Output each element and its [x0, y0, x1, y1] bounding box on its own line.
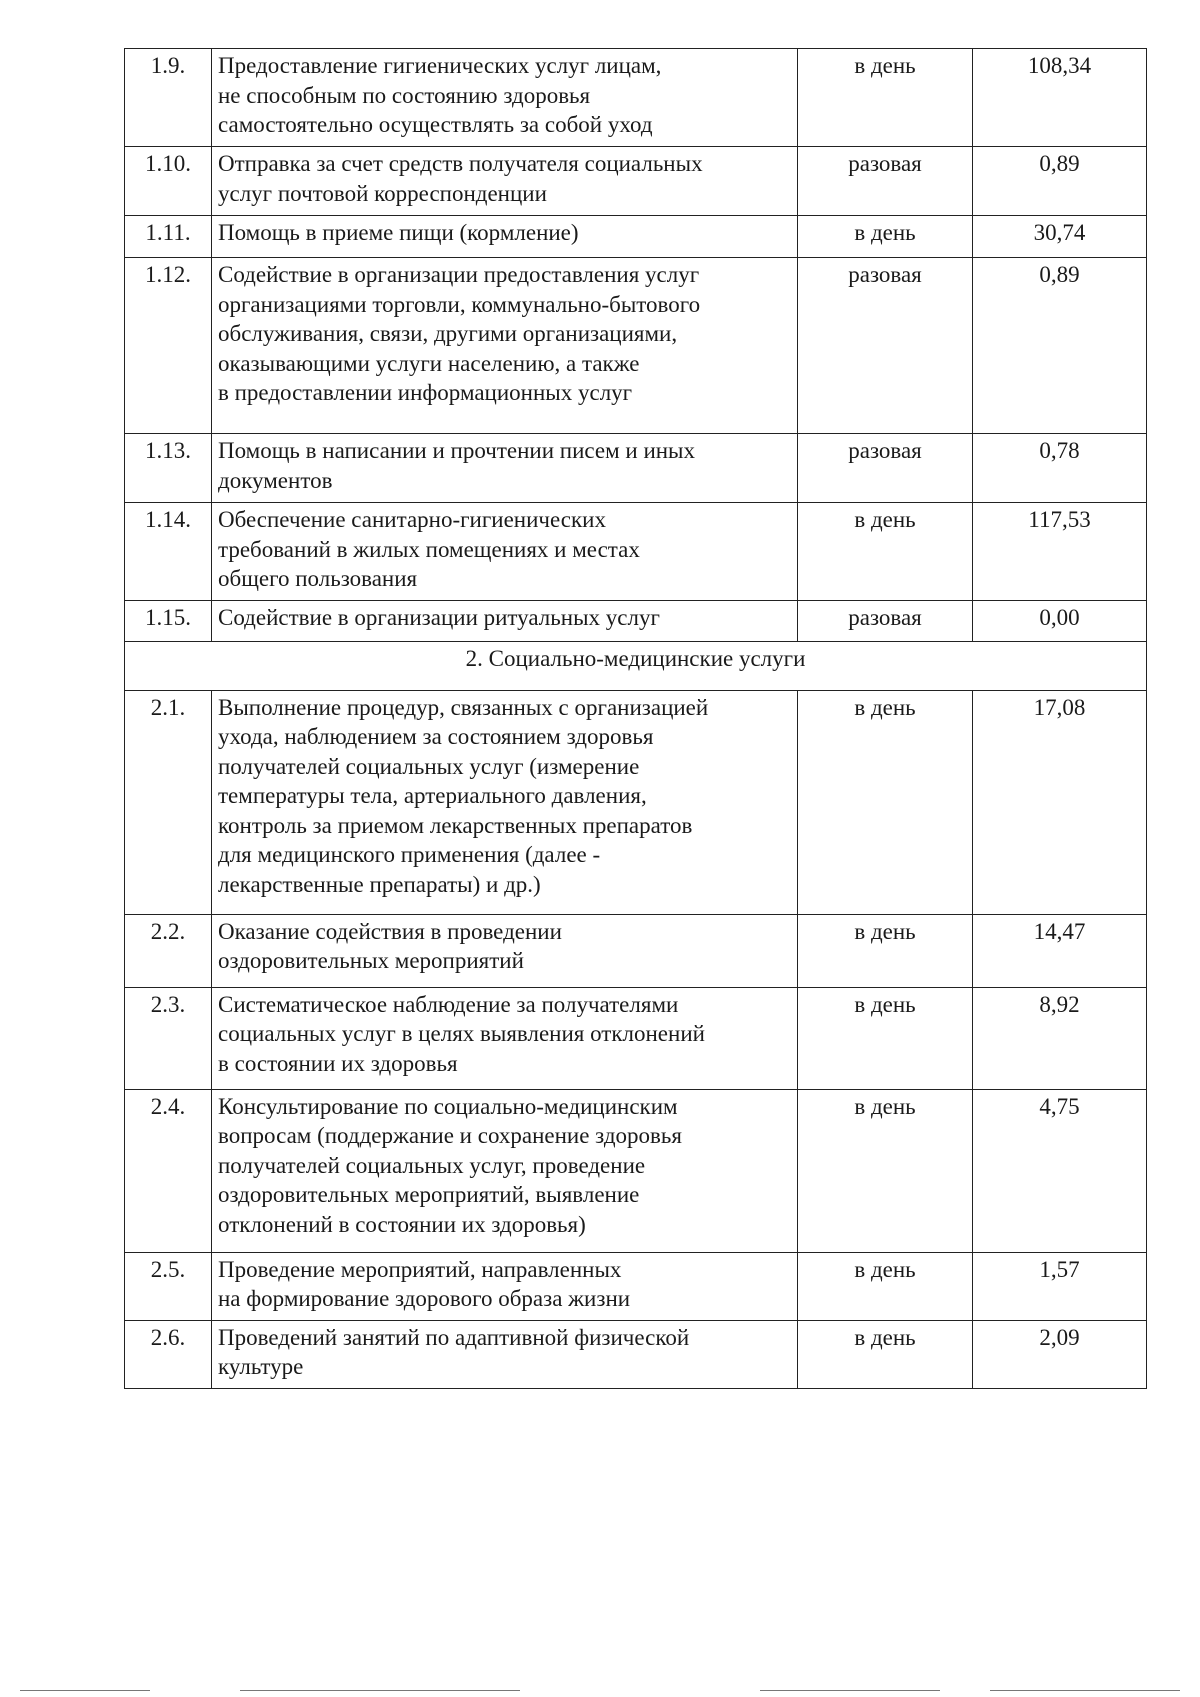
service-price: 0,89	[973, 147, 1147, 216]
service-name: Отправка за счет средств получателя социальных услуг почтовой корреспонденции	[212, 147, 798, 216]
service-price: 0,89	[973, 258, 1147, 434]
service-price: 1,57	[973, 1252, 1147, 1320]
service-unit: в день	[798, 1089, 973, 1252]
service-unit: в день	[798, 1320, 973, 1388]
service-unit: в день	[798, 503, 973, 601]
service-name: Обеспечение санитарно-гигиенических требований в жилых помещениях и местах общего пользования	[212, 503, 798, 601]
service-price: 0,00	[973, 600, 1147, 641]
service-unit: в день	[798, 690, 973, 914]
row-number: 2.4.	[125, 1089, 212, 1252]
row-number: 1.15.	[125, 600, 212, 641]
service-price: 14,47	[973, 914, 1147, 987]
service-unit: в день	[798, 914, 973, 987]
table-row	[125, 147, 1147, 216]
service-unit: разовая	[798, 147, 973, 216]
row-number: 1.12.	[125, 258, 212, 434]
service-price: 117,53	[973, 503, 1147, 601]
table-row	[125, 987, 1147, 1089]
table-row	[125, 600, 1147, 641]
table-row	[125, 690, 1147, 914]
service-name: Оказание содействия в проведении оздоровительных мероприятий	[212, 914, 798, 987]
service-name: Проведений занятий по адаптивной физической культуре	[212, 1320, 798, 1388]
table-row	[125, 1252, 1147, 1320]
row-number: 2.3.	[125, 987, 212, 1089]
service-unit: разовая	[798, 258, 973, 434]
service-name: Проведение мероприятий, направленных на формирование здорового образа жизни	[212, 1252, 798, 1320]
service-name: Содействие в организации предоставления услуг организациями торговли, коммунально-бытового обслуживания, связи, другими организациями, оказывающими услуги населению, а также в предоставлении информационных услуг	[212, 258, 798, 434]
service-name: Выполнение процедур, связанных с организацией ухода, наблюдением за состоянием здоровья получателей социальных услуг (измерение температуры тела, артериального давления, контроль за приемом лекарственных препаратов для медицинского применения (далее - лекарственные препараты) и др.)	[212, 690, 798, 914]
row-number: 2.6.	[125, 1320, 212, 1388]
row-number: 1.9.	[125, 49, 212, 147]
table-row	[125, 216, 1147, 258]
row-number: 2.2.	[125, 914, 212, 987]
service-unit: в день	[798, 1252, 973, 1320]
row-number: 1.13.	[125, 434, 212, 503]
service-name: Систематическое наблюдение за получателями социальных услуг в целях выявления отклонений в состоянии их здоровья	[212, 987, 798, 1089]
table-row	[125, 434, 1147, 503]
service-price: 30,74	[973, 216, 1147, 258]
service-unit: разовая	[798, 600, 973, 641]
row-number: 2.1.	[125, 690, 212, 914]
table-row	[125, 1089, 1147, 1252]
service-price: 17,08	[973, 690, 1147, 914]
service-unit: в день	[798, 987, 973, 1089]
service-name: Консультирование по социально-медицинским вопросам (поддержание и сохранение здоровья получателей социальных услуг, проведение оздоровительных мероприятий, выявление отклонений в состоянии их здоровья)	[212, 1089, 798, 1252]
service-name: Помощь в написании и прочтении писем и иных документов	[212, 434, 798, 503]
service-price: 0,78	[973, 434, 1147, 503]
table-row	[125, 503, 1147, 601]
scan-line	[240, 1690, 520, 1691]
scan-line	[990, 1690, 1180, 1691]
service-name: Предоставление гигиенических услуг лицам, не способным по состоянию здоровья самостоятельно осуществлять за собой уход	[212, 49, 798, 147]
row-number: 1.14.	[125, 503, 212, 601]
service-unit: разовая	[798, 434, 973, 503]
row-number: 1.10.	[125, 147, 212, 216]
table-row	[125, 914, 1147, 987]
service-unit: в день	[798, 49, 973, 147]
service-unit: в день	[798, 216, 973, 258]
table-row	[125, 258, 1147, 434]
service-name: Помощь в приеме пищи (кормление)	[212, 216, 798, 258]
service-price: 8,92	[973, 987, 1147, 1089]
service-price: 2,09	[973, 1320, 1147, 1388]
section-title: 2. Социально-медицинские услуги	[125, 641, 1147, 690]
service-price: 4,75	[973, 1089, 1147, 1252]
table-body	[125, 49, 1147, 1389]
service-name: Содействие в организации ритуальных услуг	[212, 600, 798, 641]
scan-line	[20, 1690, 150, 1691]
table-row	[125, 49, 1147, 147]
section-header-row	[125, 641, 1147, 690]
service-price: 108,34	[973, 49, 1147, 147]
row-number: 2.5.	[125, 1252, 212, 1320]
services-price-table	[124, 48, 1147, 1389]
row-number: 1.11.	[125, 216, 212, 258]
table-row	[125, 1320, 1147, 1388]
scan-line	[760, 1690, 940, 1691]
scan-edge-artifact	[0, 1690, 1200, 1694]
